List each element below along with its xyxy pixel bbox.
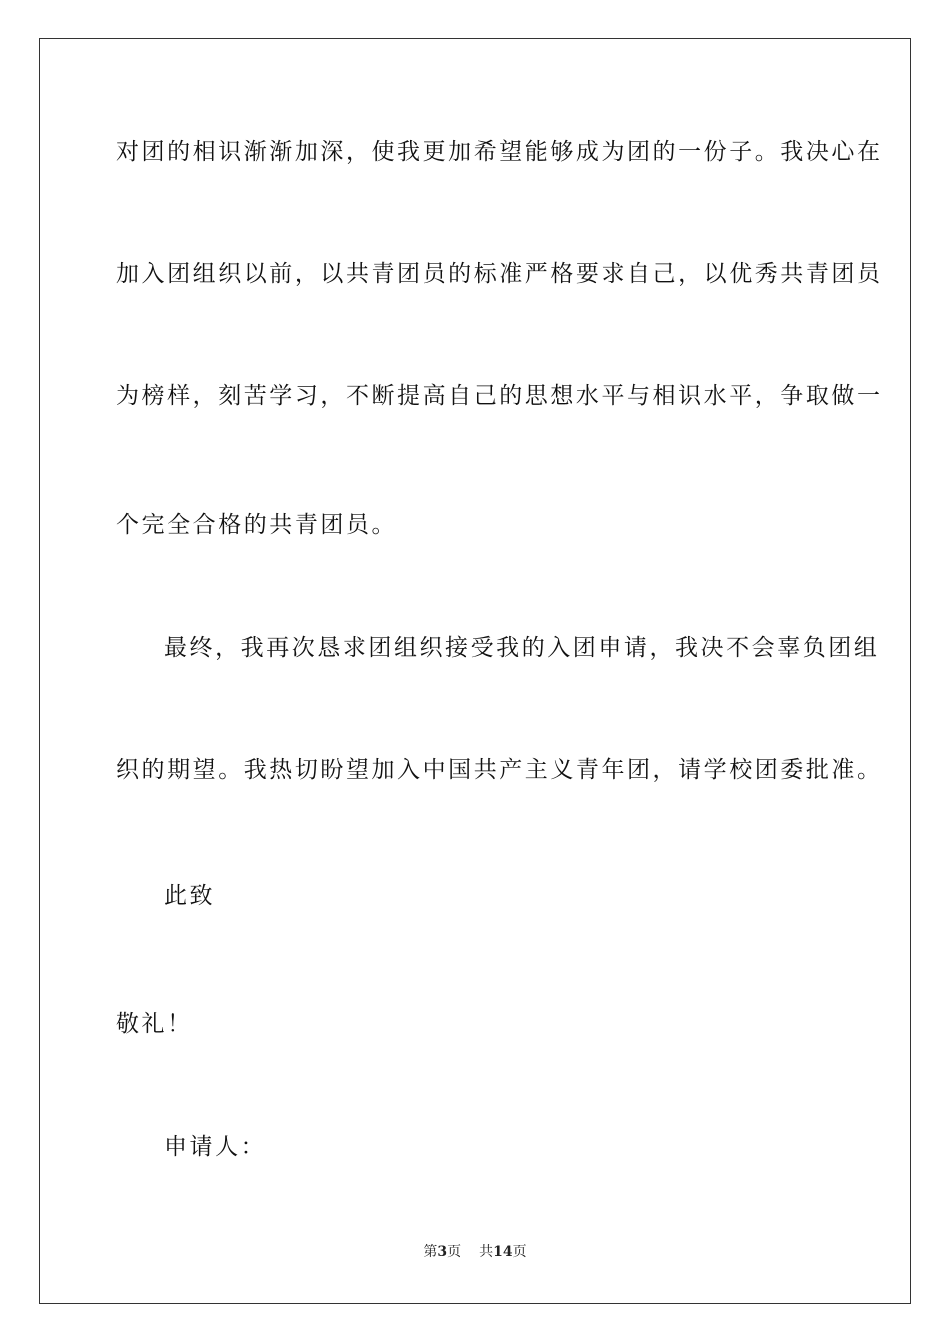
salutation-jingli: 敬礼！ bbox=[116, 1011, 193, 1037]
footer-page-suffix: 页 bbox=[447, 1244, 462, 1260]
body-line-4: 个完全合格的共青团员。 bbox=[116, 512, 398, 538]
body-line-1: 对团的相识渐渐加深，使我更加希望能够成为团的一份子。我决心在 bbox=[116, 139, 883, 165]
body-line-2: 加入团组织以前，以共青团员的标准严格要求自己，以优秀共青团员 bbox=[116, 261, 883, 287]
page-footer bbox=[0, 1243, 950, 1261]
closing-paragraph-line-2: 织的期望。我热切盼望加入中国共产主义青年团，请学校团委批准。 bbox=[116, 757, 883, 783]
applicant-label: 申请人： bbox=[164, 1134, 267, 1160]
closing-paragraph-line-1: 最终，我再次恳求团组织接受我的入团申请，我决不会辜负团组 bbox=[164, 635, 880, 661]
page-border bbox=[39, 38, 911, 1304]
footer-total-pages: 14 bbox=[493, 1244, 513, 1260]
footer-page-number: 3 bbox=[437, 1244, 448, 1260]
salutation-cizhi: 此致 bbox=[164, 883, 216, 909]
body-line-3: 为榜样，刻苦学习，不断提高自己的思想水平与相识水平，争取做一 bbox=[116, 383, 883, 409]
footer-total-suffix: 页 bbox=[512, 1244, 527, 1260]
footer-page-prefix: 第 bbox=[423, 1244, 438, 1260]
footer-total-prefix: 共 bbox=[479, 1244, 494, 1260]
